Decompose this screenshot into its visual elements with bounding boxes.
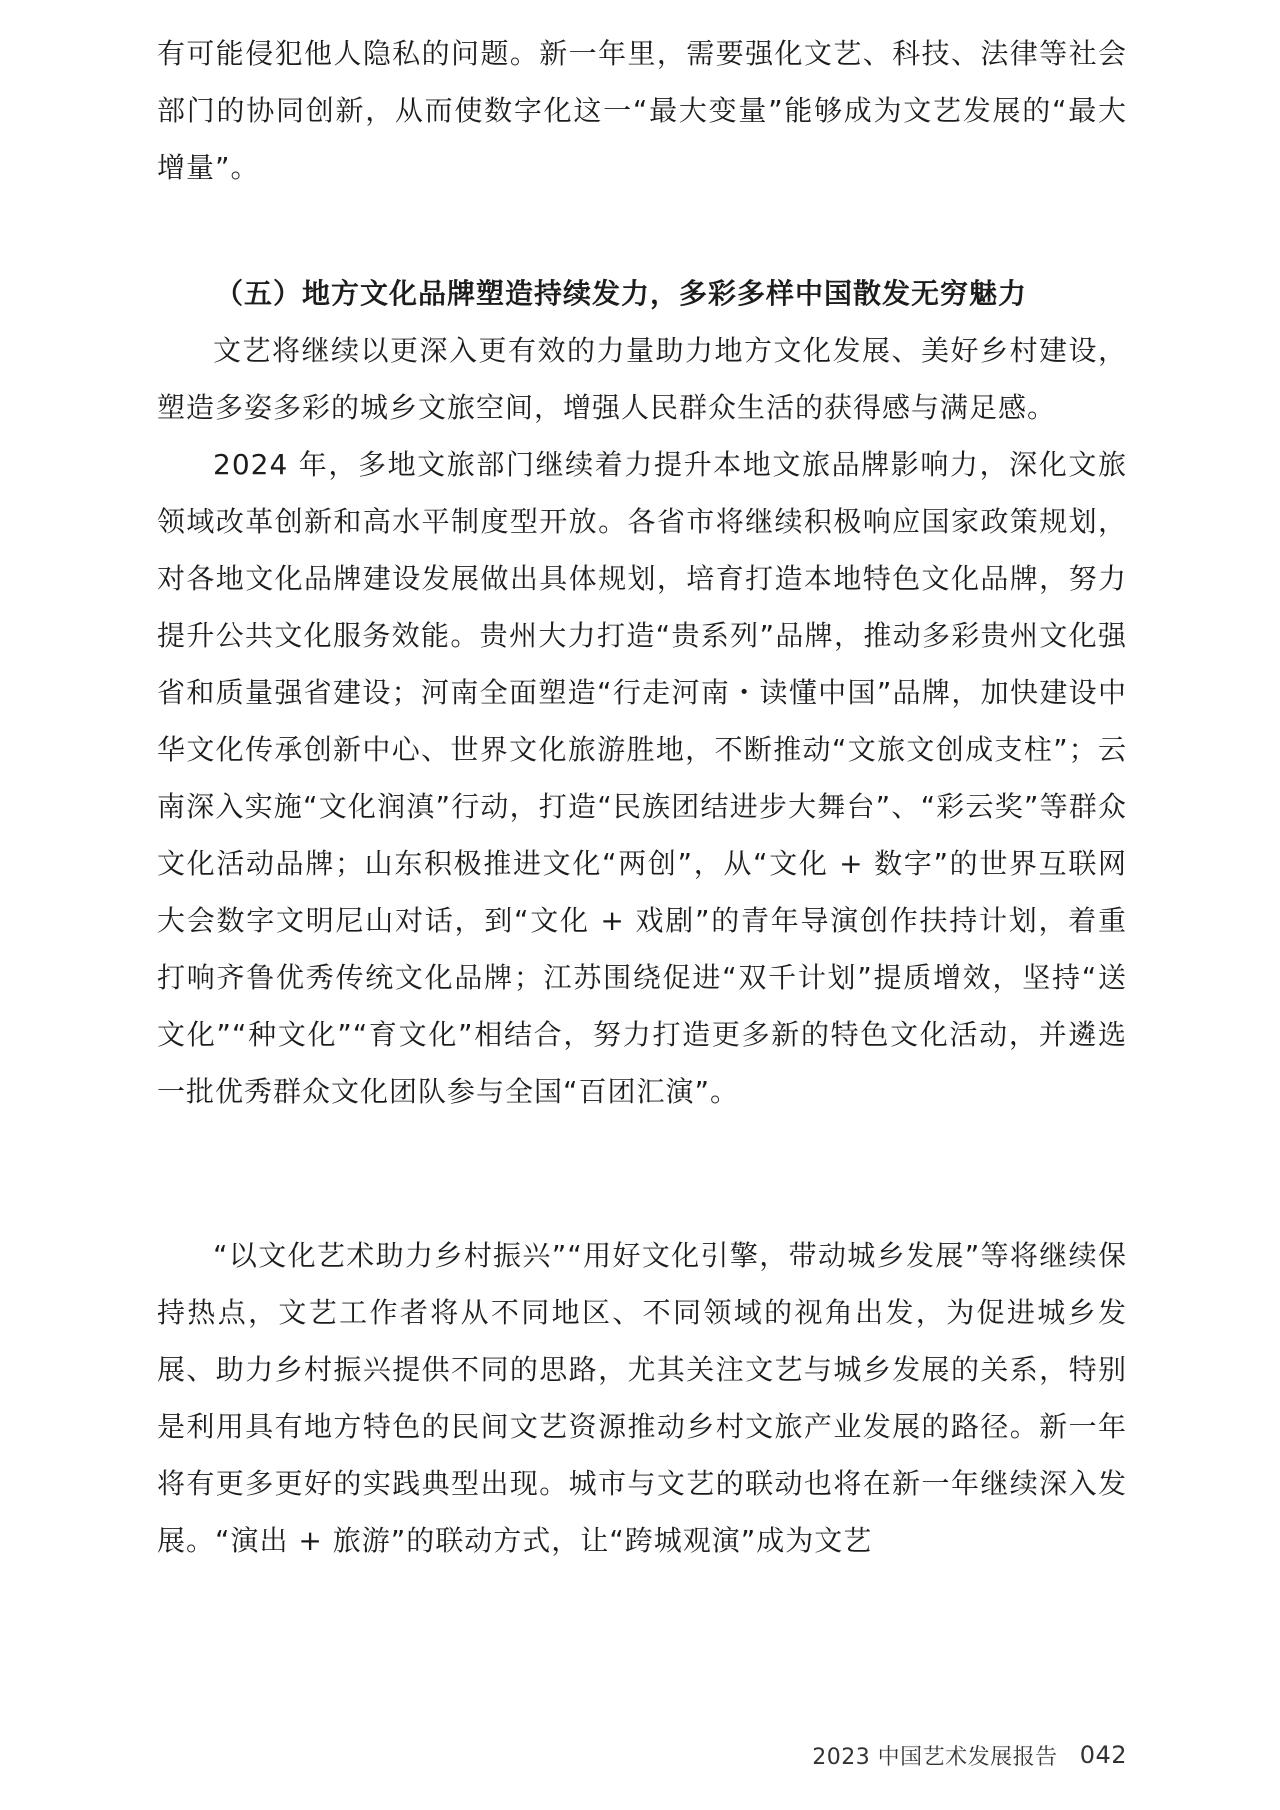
paragraph: 2024 年，多地文旅部门继续着力提升本地文旅品牌影响力，深化文旅领域改革创新和高水平制度型开放。各省市将继续积极响应国家政策规划，对各地文化品牌建设发展做出具体规划，培育打造本地特色文化品牌，努力提升公共文化服务效能。贵州大力打造“贵系列”品牌，推动多彩贵州文化强省和质量强省建设；河南全面塑造“行走河南・读懂中国”品牌，加快建设中华文化传承创新中心、世界文化旅游胜地，不断推动“文旅文创成支柱”；云南深入实施“文化润滇”行动，打造“民族团结进步大舞台”、“彩云奖”等群众文化活动品牌；山东积极推进文化“两创”，从“文化 + 数字”的世界互联网大会数字文明尼山对话，到“文化 + 戏剧”的青年导演创作扶持计划，着重打响齐鲁优秀传统文化品牌；江苏围绕促进“双千计划”提质增效，坚持“送文化”“种文化”“育文化”相结合，努力打造更多新的特色文化活动，并遴选一批优秀群众文化团队参与全国“百团汇演”。 [157, 448, 1127, 1108]
paragraph: “以文化艺术助力乡村振兴”“用好文化引擎，带动城乡发展”等将继续保持热点，文艺工作者将从不同地区、不同领域的视角出发，为促进城乡发展、助力乡村振兴提供不同的思路，尤其关注文艺与城乡发展的关系，特别是利用具有地方特色的民间文艺资源推动乡村文旅产业发展的路径。新一年将有更多更好的实践典型出现。城市与文艺的联动也将在新一年继续深入发展。“演出 + 旅游”的联动方式，让“跨城观演”成为文艺 [157, 1239, 1127, 1557]
section-heading: （五）地方文化品牌塑造持续发力，多彩多样中国散发无穷魅力 [215, 277, 1028, 310]
page-footer [812, 1735, 1127, 1775]
report-title: 2023 中国艺术发展报告 [812, 1744, 1058, 1770]
paragraph: 文艺将继续以更深入更有效的力量助力地方文化发展、美好乡村建设，塑造多姿多彩的城乡文旅空间，增强人民群众生活的获得感与满足感。 [157, 334, 1127, 424]
paragraph-continued: 有可能侵犯他人隐私的问题。新一年里，需要强化文艺、科技、法律等社会部门的协同创新，从而使数字化这一“最大变量”能够成为文艺发展的“最大增量”。 [157, 37, 1127, 184]
page-number: 042 [1079, 1741, 1127, 1769]
